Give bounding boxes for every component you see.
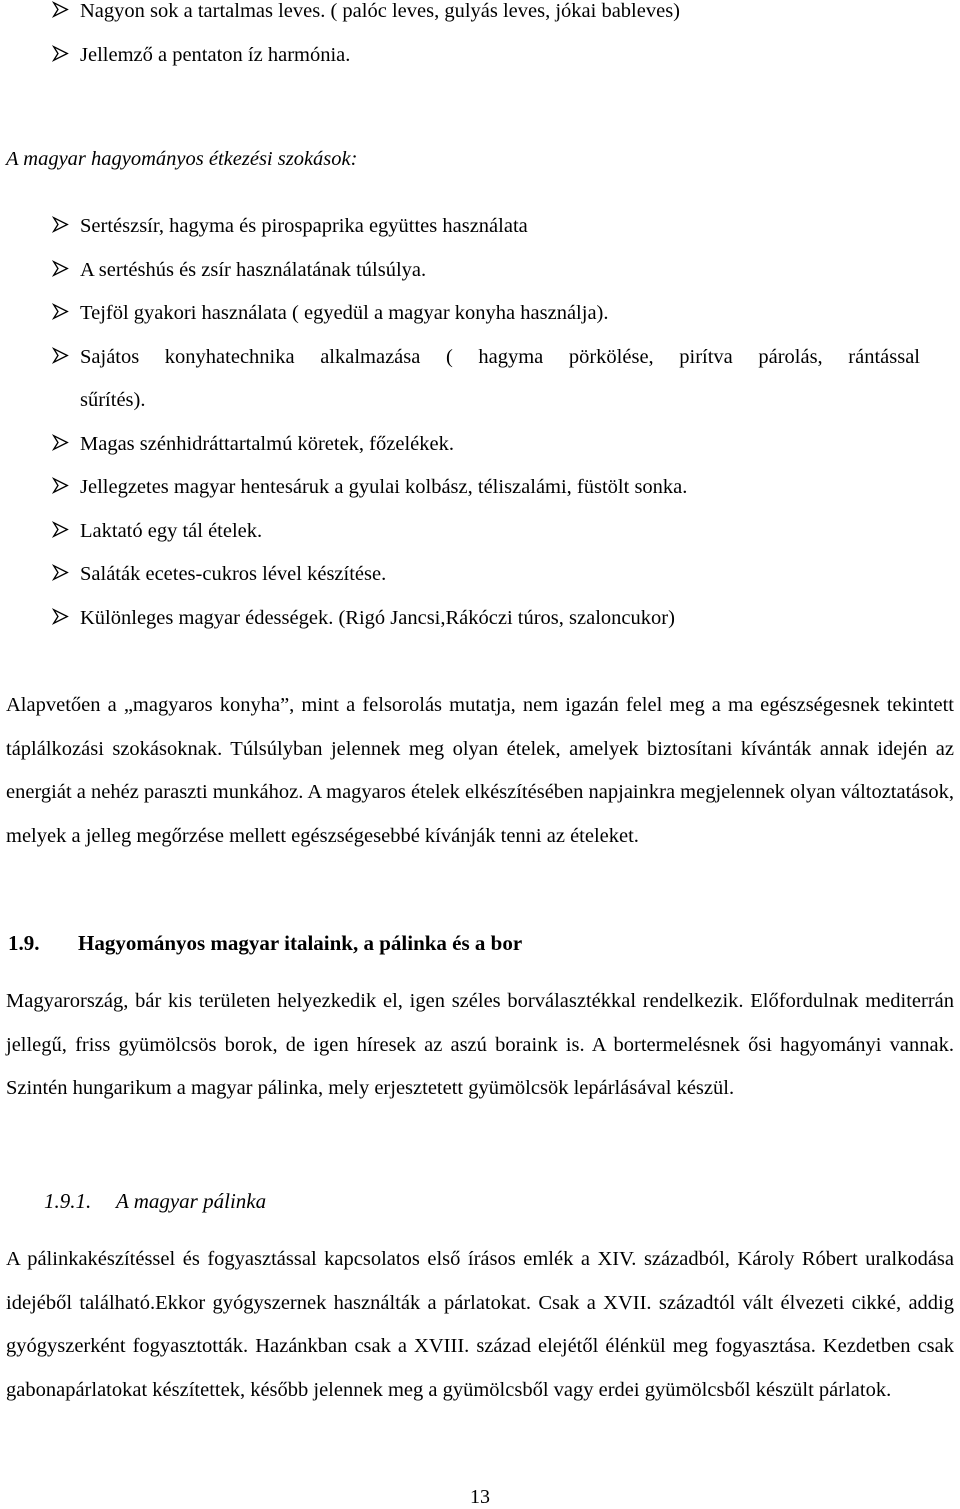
arrow-bullet-icon bbox=[52, 249, 76, 293]
arrow-bullet-icon bbox=[52, 205, 76, 249]
paragraph-palinka: A pálinkakészítéssel és fogyasztással kapcsolatos első írásos emlék a XIV. századból, Károly Róbert uralkodása idejéből található.Ekkor gyógyszernek használták a párlatokat. Csak a XVII. századtól vált élvezeti cikké, addig gyógyszerként fogyasztották. Hazánkban csak a XVIII. század elejétől élénkül meg fogyasztása. Kezdetben csak gabonapárlatokat készítettek, később jelennek meg a gyümölcsből vagy erdei gyümölcsből készült párlatok. bbox=[6, 1248, 954, 1401]
arrow-bullet-icon bbox=[52, 292, 76, 336]
arrow-bullet-icon bbox=[52, 0, 76, 34]
section-heading-1-9 bbox=[8, 931, 522, 956]
paragraph-hungarian-cuisine: Alapvetően a „magyaros konyha”, mint a felsorolás mutatja, nem igazán felel meg a ma egészségesnek tekintett táplálkozási szokásoknak. Túlsúlyban jelennek meg olyan ételek, amelyek biztosítani kívánták annak idején az energiát a nehéz paraszti munkához. A magyaros ételek elkészítésében napjainkra megjelennek olyan változtatások, melyek a jelleg megőrzése mellett egészségesebbé kívánják tenni az ételeket. bbox=[6, 694, 954, 847]
list-item: Sertészsír, hagyma és pirospaprika együttes használata bbox=[52, 205, 920, 249]
habits-list bbox=[52, 205, 920, 640]
habits-heading: A magyar hagyományos étkezési szokások: bbox=[6, 148, 358, 170]
arrow-bullet-icon bbox=[52, 336, 76, 380]
list-item: Sajátos konyhatechnika alkalmazása ( hagyma pörkölése, pirítva párolás, rántással sűrítés). bbox=[52, 336, 920, 423]
arrow-bullet-icon bbox=[52, 510, 76, 554]
page-number: 13 bbox=[470, 1486, 490, 1508]
soup-list bbox=[52, 0, 920, 77]
list-item: Jellemző a pentaton íz harmónia. bbox=[52, 34, 920, 78]
paragraph-wines: Magyarország, bár kis területen helyezkedik el, igen széles borválasztékkal rendelkezik. Előfordulnak mediterrán jellegű, friss gyümölcsös borok, de igen híresek az aszú boraink is. A bortermelésnek ősi hagyományi vannak. Szintén hungarikum a magyar pálinka, mely erjesztetett gyümölcsök lepárlásával készül. bbox=[6, 990, 954, 1100]
list-item: Laktató egy tál ételek. bbox=[52, 510, 920, 554]
section-number: 1.9. bbox=[8, 931, 40, 955]
list-item: Nagyon sok a tartalmas leves. ( palóc leves, gulyás leves, jókai bableves) bbox=[52, 0, 920, 34]
section-title: Hagyományos magyar italaink, a pálinka és a bor bbox=[78, 931, 523, 955]
list-item: Magas szénhidráttartalmú köretek, főzelékek. bbox=[52, 423, 920, 467]
arrow-bullet-icon bbox=[52, 553, 76, 597]
arrow-bullet-icon bbox=[52, 34, 76, 78]
subsection-number: 1.9.1. bbox=[44, 1189, 92, 1213]
arrow-bullet-icon bbox=[52, 423, 76, 467]
list-item: Jellegzetes magyar hentesáruk a gyulai kolbász, téliszalámi, füstölt sonka. bbox=[52, 466, 920, 510]
arrow-bullet-icon bbox=[52, 466, 76, 510]
list-item: Saláták ecetes-cukros lével készítése. bbox=[52, 553, 920, 597]
subsection-heading-1-9-1 bbox=[44, 1189, 266, 1214]
subsection-title: A magyar pálinka bbox=[116, 1189, 267, 1213]
list-item: Különleges magyar édességek. (Rigó Jancsi,Rákóczi túros, szaloncukor) bbox=[52, 597, 920, 641]
list-item: Tejföl gyakori használata ( egyedül a magyar konyha használja). bbox=[52, 292, 920, 336]
arrow-bullet-icon bbox=[52, 597, 76, 641]
list-item: A sertéshús és zsír használatának túlsúlya. bbox=[52, 249, 920, 293]
